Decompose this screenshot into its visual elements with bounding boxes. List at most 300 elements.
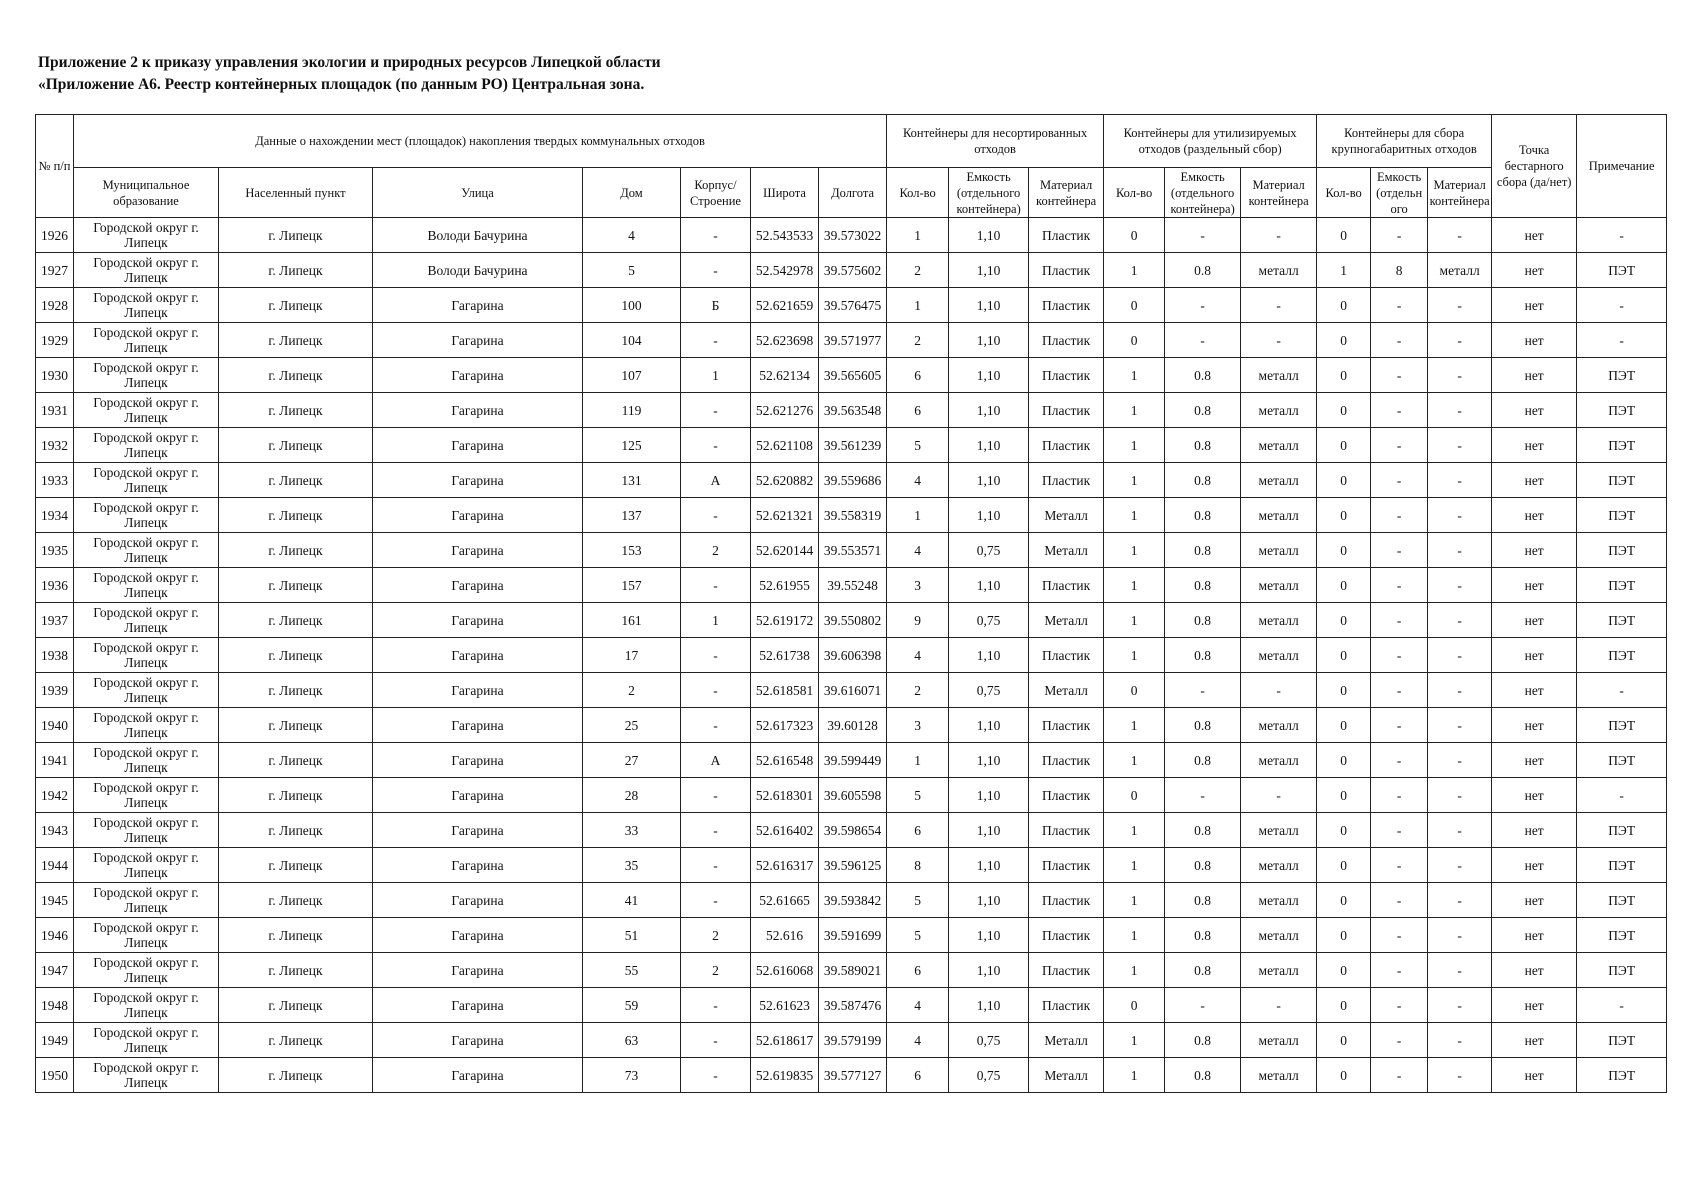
row-number: 1942	[36, 778, 74, 813]
building-cell: 2	[681, 533, 751, 568]
containerless-cell: нет	[1492, 323, 1577, 358]
bulky-capacity-cell: -	[1371, 358, 1428, 393]
bulky-material-cell: -	[1428, 848, 1492, 883]
unsorted-material-cell: Пластик	[1029, 988, 1104, 1023]
latitude-cell: 52.621659	[751, 288, 819, 323]
house-cell: 137	[583, 498, 681, 533]
bulky-material-cell: -	[1428, 638, 1492, 673]
municipality-cell: Городской округ г. Липецк	[74, 953, 219, 988]
recyclable-material-cell: металл	[1241, 813, 1317, 848]
municipality-cell: Городской округ г. Липецк	[74, 393, 219, 428]
unsorted-material-cell: Пластик	[1029, 708, 1104, 743]
unsorted-material-cell: Металл	[1029, 533, 1104, 568]
municipality-cell: Городской округ г. Липецк	[74, 498, 219, 533]
building-cell: -	[681, 813, 751, 848]
bulky-capacity-cell: 8	[1371, 253, 1428, 288]
settlement-cell: г. Липецк	[219, 288, 373, 323]
container-sites-registry-table	[35, 114, 1667, 1093]
latitude-cell: 52.621276	[751, 393, 819, 428]
bulky-count-cell: 0	[1317, 323, 1371, 358]
street-header: Улица	[373, 168, 583, 218]
row-number: 1945	[36, 883, 74, 918]
settlement-cell: г. Липецк	[219, 323, 373, 358]
longitude-cell: 39.573022	[819, 218, 887, 253]
street-cell: Володи Бачурина	[373, 218, 583, 253]
longitude-cell: 39.577127	[819, 1058, 887, 1093]
recyclable-group-header: Контейнеры для утилизируемых отходов (раздельный сбор)	[1104, 115, 1317, 168]
recyclable-material-cell: металл	[1241, 533, 1317, 568]
building-cell: 2	[681, 953, 751, 988]
note-cell: ПЭТ	[1577, 603, 1667, 638]
recyclable-count-cell: 1	[1104, 848, 1165, 883]
municipality-cell: Городской округ г. Липецк	[74, 1058, 219, 1093]
bulky-material-cell: -	[1428, 673, 1492, 708]
latitude-cell: 52.616	[751, 918, 819, 953]
latitude-cell: 52.618581	[751, 673, 819, 708]
row-number: 1939	[36, 673, 74, 708]
recyclable-material-cell: металл	[1241, 1023, 1317, 1058]
bulky-count-cell: 0	[1317, 848, 1371, 883]
unsorted-material-cell: Пластик	[1029, 358, 1104, 393]
street-cell: Гагарина	[373, 883, 583, 918]
containerless-cell: нет	[1492, 498, 1577, 533]
containerless-cell: нет	[1492, 288, 1577, 323]
bulky-material-cell: -	[1428, 918, 1492, 953]
house-cell: 157	[583, 568, 681, 603]
recyclable-capacity-cell: 0.8	[1165, 883, 1241, 918]
row-number: 1934	[36, 498, 74, 533]
bulky-capacity-cell: -	[1371, 323, 1428, 358]
unsorted-count-cell: 1	[887, 288, 949, 323]
bulky-capacity-cell: -	[1371, 988, 1428, 1023]
latitude-cell: 52.542978	[751, 253, 819, 288]
latitude-cell: 52.61738	[751, 638, 819, 673]
street-cell: Гагарина	[373, 708, 583, 743]
house-cell: 5	[583, 253, 681, 288]
heading-line-2: «Приложение А6. Реестр контейнерных площадок (по данным РО) Центральная зона.	[38, 76, 645, 93]
recyclable-count-cell: 0	[1104, 778, 1165, 813]
unsorted-count-header: Кол-во	[887, 168, 949, 218]
recyclable-capacity-cell: 0.8	[1165, 708, 1241, 743]
recyclable-count-cell: 1	[1104, 428, 1165, 463]
note-cell: ПЭТ	[1577, 953, 1667, 988]
document-heading	[38, 52, 661, 96]
note-cell: ПЭТ	[1577, 1058, 1667, 1093]
bulky-count-cell: 0	[1317, 988, 1371, 1023]
settlement-cell: г. Липецк	[219, 1023, 373, 1058]
recyclable-capacity-cell: -	[1165, 323, 1241, 358]
unsorted-count-cell: 4	[887, 988, 949, 1023]
row-number: 1932	[36, 428, 74, 463]
note-cell: ПЭТ	[1577, 358, 1667, 393]
unsorted-material-header: Материал контейнера	[1029, 168, 1104, 218]
longitude-cell: 39.589021	[819, 953, 887, 988]
unsorted-count-cell: 6	[887, 393, 949, 428]
house-cell: 25	[583, 708, 681, 743]
recyclable-capacity-header: Емкость (отдельного контейнера)	[1165, 168, 1241, 218]
table-row	[36, 218, 1667, 253]
unsorted-capacity-cell: 1,10	[949, 883, 1029, 918]
house-cell: 51	[583, 918, 681, 953]
recyclable-material-cell: металл	[1241, 358, 1317, 393]
recyclable-count-cell: 1	[1104, 603, 1165, 638]
bulky-material-cell: -	[1428, 603, 1492, 638]
recyclable-material-cell: металл	[1241, 953, 1317, 988]
table-row	[36, 813, 1667, 848]
unsorted-material-cell: Пластик	[1029, 638, 1104, 673]
recyclable-material-cell: -	[1241, 288, 1317, 323]
bulky-material-cell: -	[1428, 288, 1492, 323]
bulky-count-cell: 0	[1317, 533, 1371, 568]
unsorted-capacity-cell: 1,10	[949, 428, 1029, 463]
settlement-cell: г. Липецк	[219, 708, 373, 743]
latitude-cell: 52.620144	[751, 533, 819, 568]
containerless-cell: нет	[1492, 673, 1577, 708]
unsorted-count-cell: 5	[887, 428, 949, 463]
house-cell: 27	[583, 743, 681, 778]
note-cell: -	[1577, 778, 1667, 813]
unsorted-count-cell: 1	[887, 218, 949, 253]
house-cell: 107	[583, 358, 681, 393]
recyclable-capacity-cell: -	[1165, 288, 1241, 323]
unsorted-capacity-cell: 0,75	[949, 533, 1029, 568]
bulky-capacity-cell: -	[1371, 463, 1428, 498]
recyclable-count-cell: 1	[1104, 568, 1165, 603]
table-row	[36, 393, 1667, 428]
building-cell: 1	[681, 603, 751, 638]
recyclable-count-cell: 1	[1104, 498, 1165, 533]
unsorted-count-cell: 2	[887, 323, 949, 358]
municipality-cell: Городской округ г. Липецк	[74, 463, 219, 498]
unsorted-material-cell: Пластик	[1029, 323, 1104, 358]
table-row	[36, 1023, 1667, 1058]
recyclable-capacity-cell: 0.8	[1165, 848, 1241, 883]
note-cell: -	[1577, 988, 1667, 1023]
containerless-cell: нет	[1492, 1058, 1577, 1093]
row-number: 1930	[36, 358, 74, 393]
note-cell: ПЭТ	[1577, 253, 1667, 288]
house-cell: 4	[583, 218, 681, 253]
bulky-count-cell: 0	[1317, 288, 1371, 323]
bulky-capacity-cell: -	[1371, 743, 1428, 778]
latitude-cell: 52.618301	[751, 778, 819, 813]
recyclable-material-cell: металл	[1241, 848, 1317, 883]
bulky-material-cell: -	[1428, 498, 1492, 533]
recyclable-material-cell: металл	[1241, 918, 1317, 953]
containerless-cell: нет	[1492, 1023, 1577, 1058]
latitude-cell: 52.616068	[751, 953, 819, 988]
row-number: 1949	[36, 1023, 74, 1058]
bulky-count-cell: 0	[1317, 918, 1371, 953]
bulky-material-header: Материал контейнера	[1428, 168, 1492, 218]
house-cell: 119	[583, 393, 681, 428]
recyclable-count-cell: 1	[1104, 918, 1165, 953]
bulky-count-cell: 0	[1317, 1058, 1371, 1093]
longitude-cell: 39.550802	[819, 603, 887, 638]
latitude-cell: 52.61623	[751, 988, 819, 1023]
table-row	[36, 428, 1667, 463]
recyclable-capacity-cell: 0.8	[1165, 463, 1241, 498]
street-cell: Володи Бачурина	[373, 253, 583, 288]
row-number: 1941	[36, 743, 74, 778]
recyclable-material-cell: металл	[1241, 463, 1317, 498]
settlement-cell: г. Липецк	[219, 1058, 373, 1093]
settlement-cell: г. Липецк	[219, 253, 373, 288]
unsorted-material-cell: Пластик	[1029, 918, 1104, 953]
house-cell: 63	[583, 1023, 681, 1058]
latitude-cell: 52.62134	[751, 358, 819, 393]
recyclable-count-cell: 1	[1104, 533, 1165, 568]
bulky-material-cell: металл	[1428, 253, 1492, 288]
municipality-cell: Городской округ г. Липецк	[74, 358, 219, 393]
recyclable-count-cell: 1	[1104, 743, 1165, 778]
bulky-capacity-cell: -	[1371, 708, 1428, 743]
containerless-cell: нет	[1492, 988, 1577, 1023]
street-cell: Гагарина	[373, 673, 583, 708]
municipality-cell: Городской округ г. Липецк	[74, 638, 219, 673]
unsorted-capacity-cell: 1,10	[949, 953, 1029, 988]
unsorted-capacity-cell: 1,10	[949, 393, 1029, 428]
recyclable-material-cell: металл	[1241, 638, 1317, 673]
unsorted-material-cell: Пластик	[1029, 428, 1104, 463]
table-row	[36, 708, 1667, 743]
street-cell: Гагарина	[373, 813, 583, 848]
house-cell: 125	[583, 428, 681, 463]
recyclable-count-cell: 1	[1104, 463, 1165, 498]
longitude-cell: 39.575602	[819, 253, 887, 288]
longitude-cell: 39.576475	[819, 288, 887, 323]
longitude-cell: 39.561239	[819, 428, 887, 463]
bulky-count-header: Кол-во	[1317, 168, 1371, 218]
bulky-capacity-cell: -	[1371, 638, 1428, 673]
row-number: 1937	[36, 603, 74, 638]
building-cell: -	[681, 883, 751, 918]
recyclable-material-cell: металл	[1241, 1058, 1317, 1093]
note-cell: -	[1577, 288, 1667, 323]
unsorted-material-cell: Пластик	[1029, 778, 1104, 813]
unsorted-capacity-cell: 1,10	[949, 218, 1029, 253]
recyclable-count-cell: 0	[1104, 218, 1165, 253]
street-cell: Гагарина	[373, 533, 583, 568]
latitude-header: Широта	[751, 168, 819, 218]
bulky-count-cell: 0	[1317, 568, 1371, 603]
settlement-cell: г. Липецк	[219, 673, 373, 708]
bulky-count-cell: 0	[1317, 743, 1371, 778]
table-header	[36, 115, 1667, 218]
unsorted-material-cell: Пластик	[1029, 848, 1104, 883]
recyclable-capacity-cell: 0.8	[1165, 813, 1241, 848]
note-cell: ПЭТ	[1577, 848, 1667, 883]
house-cell: 17	[583, 638, 681, 673]
recyclable-material-cell: металл	[1241, 708, 1317, 743]
unsorted-capacity-cell: 0,75	[949, 1023, 1029, 1058]
recyclable-count-cell: 0	[1104, 673, 1165, 708]
bulky-capacity-cell: -	[1371, 1058, 1428, 1093]
street-cell: Гагарина	[373, 918, 583, 953]
recyclable-capacity-cell: 0.8	[1165, 918, 1241, 953]
bulky-count-cell: 1	[1317, 253, 1371, 288]
bulky-count-cell: 0	[1317, 813, 1371, 848]
unsorted-count-cell: 8	[887, 848, 949, 883]
house-header: Дом	[583, 168, 681, 218]
municipality-cell: Городской округ г. Липецк	[74, 428, 219, 463]
table-row	[36, 778, 1667, 813]
row-number: 1931	[36, 393, 74, 428]
unsorted-count-cell: 6	[887, 953, 949, 988]
longitude-cell: 39.565605	[819, 358, 887, 393]
recyclable-material-cell: металл	[1241, 428, 1317, 463]
containerless-cell: нет	[1492, 708, 1577, 743]
recyclable-material-cell: -	[1241, 218, 1317, 253]
settlement-cell: г. Липецк	[219, 218, 373, 253]
containerless-cell: нет	[1492, 603, 1577, 638]
building-cell: -	[681, 393, 751, 428]
building-cell: -	[681, 1023, 751, 1058]
row-number: 1948	[36, 988, 74, 1023]
heading-line-1: Приложение 2 к приказу управления экологии и природных ресурсов Липецкой области	[38, 54, 661, 71]
settlement-cell: г. Липецк	[219, 953, 373, 988]
municipality-cell: Городской округ г. Липецк	[74, 918, 219, 953]
settlement-cell: г. Липецк	[219, 568, 373, 603]
unsorted-count-cell: 5	[887, 778, 949, 813]
bulky-material-cell: -	[1428, 778, 1492, 813]
unsorted-capacity-cell: 0,75	[949, 1058, 1029, 1093]
recyclable-capacity-cell: 0.8	[1165, 428, 1241, 463]
longitude-cell: 39.587476	[819, 988, 887, 1023]
house-cell: 33	[583, 813, 681, 848]
longitude-cell: 39.616071	[819, 673, 887, 708]
building-header: Корпус/ Строение	[681, 168, 751, 218]
street-cell: Гагарина	[373, 953, 583, 988]
house-cell: 35	[583, 848, 681, 883]
recyclable-capacity-cell: 0.8	[1165, 533, 1241, 568]
longitude-cell: 39.591699	[819, 918, 887, 953]
longitude-cell: 39.596125	[819, 848, 887, 883]
unsorted-count-cell: 4	[887, 1023, 949, 1058]
building-cell: -	[681, 568, 751, 603]
bulky-material-cell: -	[1428, 568, 1492, 603]
house-cell: 161	[583, 603, 681, 638]
row-number: 1938	[36, 638, 74, 673]
note-cell: ПЭТ	[1577, 813, 1667, 848]
street-cell: Гагарина	[373, 498, 583, 533]
street-cell: Гагарина	[373, 358, 583, 393]
unsorted-capacity-cell: 1,10	[949, 988, 1029, 1023]
recyclable-capacity-cell: 0.8	[1165, 1058, 1241, 1093]
note-cell: ПЭТ	[1577, 918, 1667, 953]
bulky-material-cell: -	[1428, 708, 1492, 743]
recyclable-material-cell: металл	[1241, 568, 1317, 603]
bulky-material-cell: -	[1428, 813, 1492, 848]
building-cell: А	[681, 463, 751, 498]
row-number: 1944	[36, 848, 74, 883]
containerless-cell: нет	[1492, 568, 1577, 603]
row-number: 1946	[36, 918, 74, 953]
note-cell: ПЭТ	[1577, 498, 1667, 533]
note-cell: -	[1577, 218, 1667, 253]
table-row	[36, 953, 1667, 988]
unsorted-count-cell: 5	[887, 883, 949, 918]
recyclable-material-cell: -	[1241, 988, 1317, 1023]
building-cell: А	[681, 743, 751, 778]
recyclable-capacity-cell: 0.8	[1165, 603, 1241, 638]
table-row	[36, 638, 1667, 673]
municipality-cell: Городской округ г. Липецк	[74, 848, 219, 883]
recyclable-capacity-cell: -	[1165, 218, 1241, 253]
recyclable-count-cell: 1	[1104, 1058, 1165, 1093]
bulky-capacity-cell: -	[1371, 848, 1428, 883]
longitude-cell: 39.55248	[819, 568, 887, 603]
recyclable-count-cell: 0	[1104, 288, 1165, 323]
bulky-capacity-cell: -	[1371, 778, 1428, 813]
row-number: 1943	[36, 813, 74, 848]
unsorted-count-cell: 6	[887, 358, 949, 393]
note-cell: ПЭТ	[1577, 638, 1667, 673]
containerless-cell: нет	[1492, 953, 1577, 988]
unsorted-count-cell: 1	[887, 743, 949, 778]
row-number: 1929	[36, 323, 74, 358]
bulky-group-header: Контейнеры для сбора крупногабаритных отходов	[1317, 115, 1492, 168]
settlement-cell: г. Липецк	[219, 393, 373, 428]
street-cell: Гагарина	[373, 288, 583, 323]
municipality-cell: Городской округ г. Липецк	[74, 813, 219, 848]
bulky-count-cell: 0	[1317, 358, 1371, 393]
municipality-cell: Городской округ г. Липецк	[74, 323, 219, 358]
municipality-cell: Городской округ г. Липецк	[74, 743, 219, 778]
bulky-material-cell: -	[1428, 533, 1492, 568]
house-cell: 131	[583, 463, 681, 498]
settlement-cell: г. Липецк	[219, 603, 373, 638]
bulky-count-cell: 0	[1317, 1023, 1371, 1058]
unsorted-count-cell: 2	[887, 253, 949, 288]
table-row	[36, 358, 1667, 393]
bulky-count-cell: 0	[1317, 883, 1371, 918]
table-row	[36, 673, 1667, 708]
unsorted-material-cell: Пластик	[1029, 743, 1104, 778]
bulky-material-cell: -	[1428, 953, 1492, 988]
table-row	[36, 743, 1667, 778]
house-cell: 41	[583, 883, 681, 918]
settlement-cell: г. Липецк	[219, 778, 373, 813]
unsorted-group-header: Контейнеры для несортированных отходов	[887, 115, 1104, 168]
building-cell: -	[681, 673, 751, 708]
street-cell: Гагарина	[373, 568, 583, 603]
settlement-cell: г. Липецк	[219, 428, 373, 463]
municipality-cell: Городской округ г. Липецк	[74, 533, 219, 568]
house-cell: 55	[583, 953, 681, 988]
unsorted-count-cell: 9	[887, 603, 949, 638]
unsorted-capacity-cell: 0,75	[949, 673, 1029, 708]
building-cell: -	[681, 428, 751, 463]
settlement-cell: г. Липецк	[219, 533, 373, 568]
street-cell: Гагарина	[373, 988, 583, 1023]
table-row	[36, 533, 1667, 568]
municipality-cell: Городской округ г. Липецк	[74, 1023, 219, 1058]
containerless-cell: нет	[1492, 778, 1577, 813]
municipality-cell: Городской округ г. Липецк	[74, 988, 219, 1023]
note-cell: ПЭТ	[1577, 1023, 1667, 1058]
note-header: Примечание	[1577, 115, 1667, 218]
note-cell: ПЭТ	[1577, 568, 1667, 603]
recyclable-material-cell: металл	[1241, 603, 1317, 638]
unsorted-material-cell: Пластик	[1029, 288, 1104, 323]
recyclable-capacity-cell: 0.8	[1165, 568, 1241, 603]
note-cell: -	[1577, 323, 1667, 358]
street-cell: Гагарина	[373, 778, 583, 813]
unsorted-capacity-cell: 1,10	[949, 568, 1029, 603]
longitude-cell: 39.553571	[819, 533, 887, 568]
table-row	[36, 848, 1667, 883]
